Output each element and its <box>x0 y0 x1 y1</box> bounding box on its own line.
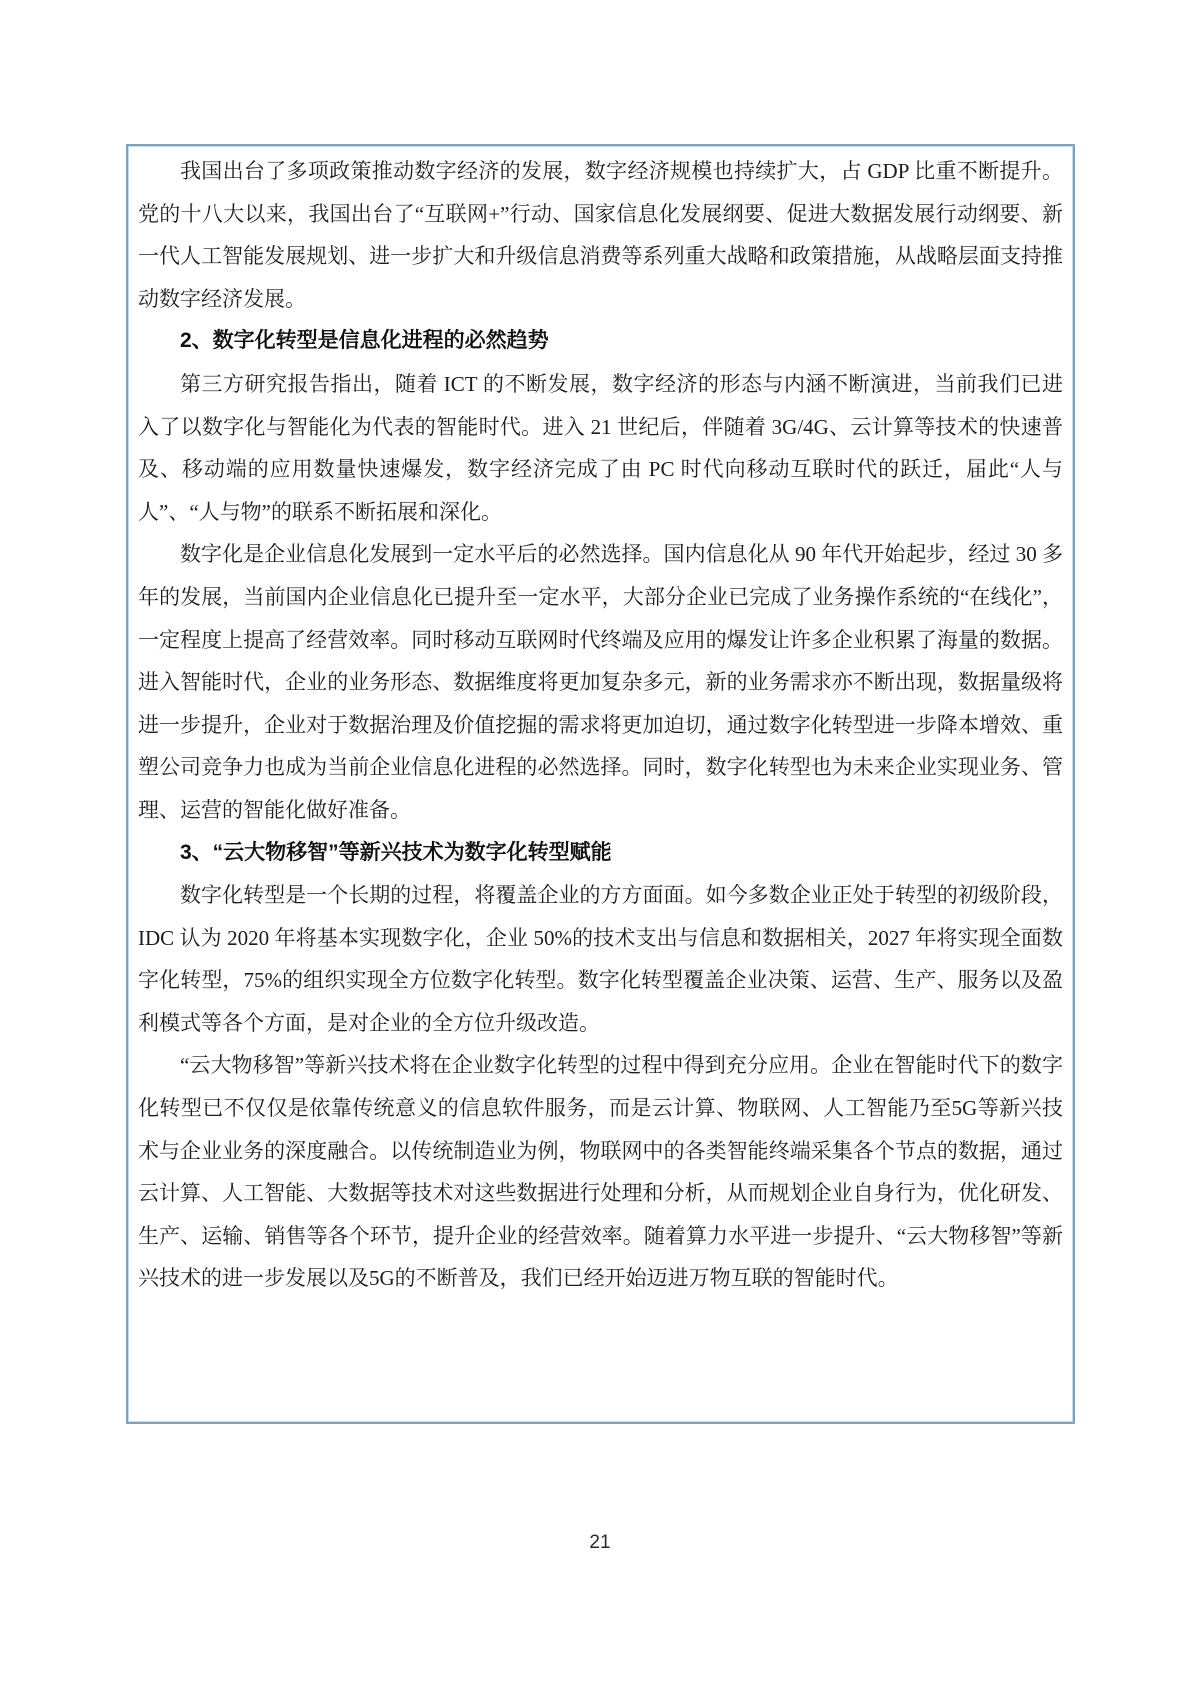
section-heading-digital-transformation-trend: 2、数字化转型是信息化进程的必然趋势 <box>180 329 549 353</box>
page-number: 21 <box>589 1532 611 1553</box>
paragraph-technology-fusion: “云大物移智”等新兴技术将在企业数字化转型的过程中得到充分应用。企业在智能时代下的数字化转型已不仅仅是依靠传统意义的信息软件服务，而是云计算、物联网、人工智能乃至5G等新兴技术与企业业务的深度融合。以传统制造业为例，物联网中的各类智能终端采集各个节点的数据，通过云计算、人工智能、大数据等技术对这些数据进行处理和分析，从而规划企业自身行为，优化研发、生产、运输、销售等各个环节，提升企业的经营效率。随着算力水平进一步提升、“云大物移智”等新兴技术的进一步发展以及5G的不断普及，我们已经开始迈进万物互联的智能时代。 <box>138 1053 1063 1291</box>
section-heading-emerging-technologies: 3、“云大物移智”等新兴技术为数字化转型赋能 <box>180 840 612 864</box>
paragraph-digital-economy-policy: 我国出台了多项政策推动数字经济的发展，数字经济规模也持续扩大，占 GDP 比重不断提升。党的十八大以来，我国出台了“互联网+”行动、国家信息化发展纲要、促进大数据发展行动纲要、新一代人工智能发展规划、进一步扩大和升级信息消费等系列重大战略和政策措施，从战略层面支持推动数字经济发展。 <box>138 159 1063 311</box>
bordered-text-frame <box>126 144 1075 1424</box>
paragraph-enterprise-informatization: 数字化是企业信息化发展到一定水平后的必然选择。国内信息化从 90 年代开始起步，经过 30 多年的发展，当前国内企业信息化已提升至一定水平，大部分企业已完成了业务操作系统的“在线化”，一定程度上提高了经营效率。同时移动互联网时代终端及应用的爆发让许多企业积累了海量的数据。进入智能时代，企业的业务形态、数据维度将更加复杂多元，新的业务需求亦不断出现，数据量级将进一步提升，企业对于数据治理及价值挖掘的需求将更加迫切，通过数字化转型进一步降本增效、重塑公司竞争力也成为当前企业信息化进程的必然选择。同时，数字化转型也为未来企业实现业务、管理、运营的智能化做好准备。 <box>138 542 1063 822</box>
paragraph-ict-development: 第三方研究报告指出，随着 ICT 的不断发展，数字经济的形态与内涵不断演进，当前我们已进入了以数字化与智能化为代表的智能时代。进入 21 世纪后，伴随着 3G/4G、云计算等技术的快速普及、移动端的应用数量快速爆发，数字经济完成了由 PC 时代向移动互联时代的跃迁，届此“人与人”、“人与物”的联系不断拓展和深化。 <box>138 371 1063 524</box>
paragraph-long-term-transformation: 数字化转型是一个长期的过程，将覆盖企业的方方面面。如今多数企业正处于转型的初级阶段，IDC 认为 2020 年将基本实现数字化，企业 50%的技术支出与信息和数据相关，2027 年将实现全面数字化转型，75%的组织实现全方位数字化转型。数字化转型覆盖企业决策、运营、生产、服务以及盈利模式等各个方面，是对企业的全方位升级改造。 <box>138 883 1063 1035</box>
